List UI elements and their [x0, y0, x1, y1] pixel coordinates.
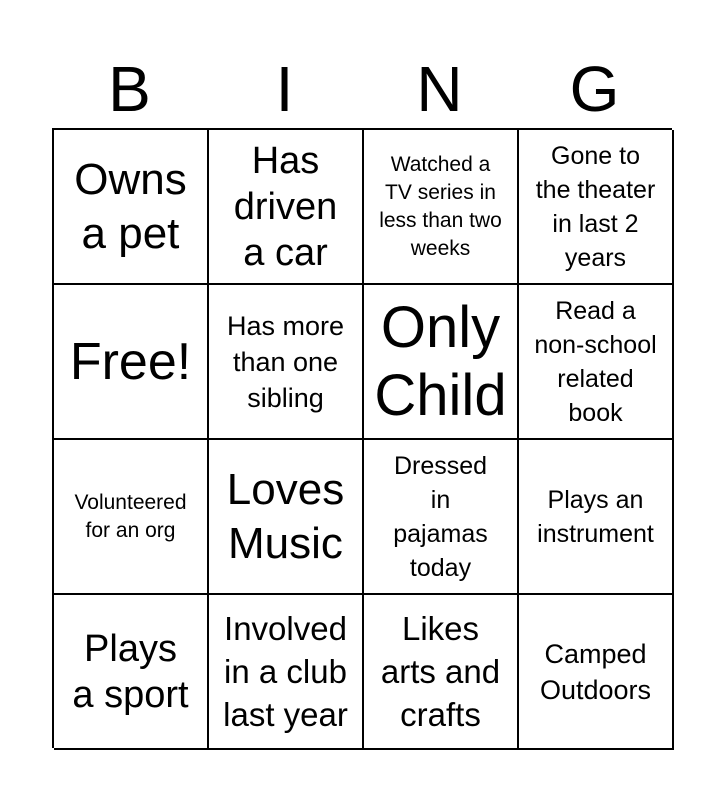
bingo-cell-r4c1[interactable]	[54, 595, 209, 750]
bingo-cell-text: Has driven a car	[233, 139, 338, 274]
bingo-cell-text: Has more than one sibling	[226, 310, 345, 413]
bingo-cell-r3c3[interactable]	[364, 440, 519, 595]
bingo-cell-r4c4[interactable]	[519, 595, 674, 750]
bingo-cell-text: Only Child	[374, 294, 507, 428]
bingo-cell-text: Camped Outdoors	[539, 638, 652, 705]
bingo-cell-text: Involved in a club last year	[223, 610, 348, 733]
bingo-cell-text: Owns a pet	[74, 154, 187, 258]
bingo-cell-r2c4[interactable]	[519, 285, 674, 440]
bingo-cell-r1c2[interactable]	[209, 130, 364, 285]
bingo-header	[52, 50, 672, 128]
bingo-cell-text: Gone to the theater in last 2 years	[535, 141, 656, 272]
bingo-cell-r2c3[interactable]	[364, 285, 519, 440]
bingo-cell-r1c4[interactable]	[519, 130, 674, 285]
bingo-cell-text: Dressed in pajamas today	[393, 451, 488, 582]
bingo-cell-text: Free!	[69, 332, 192, 391]
bingo-cell-text: Read a non-school related book	[534, 296, 657, 427]
bingo-cell-r3c4[interactable]	[519, 440, 674, 595]
header-letter-n: N	[416, 53, 463, 125]
header-letter-g: G	[569, 53, 620, 125]
bingo-grid	[52, 128, 672, 748]
bingo-cell-text: Likes arts and crafts	[380, 610, 501, 733]
bingo-cell-r3c2[interactable]	[209, 440, 364, 595]
bingo-cell-text: Loves Music	[226, 464, 345, 568]
bingo-cell-r1c3[interactable]	[364, 130, 519, 285]
bingo-cell-text: Plays a sport	[72, 627, 189, 716]
header-letter-i: I	[275, 53, 294, 125]
bingo-cell-r2c2[interactable]	[209, 285, 364, 440]
bingo-cell-r4c2[interactable]	[209, 595, 364, 750]
bingo-cell-text: Volunteered for an org	[74, 490, 187, 542]
bingo-cell-text: Watched a TV series in less than two weeks	[379, 152, 502, 260]
header-letter-b: B	[108, 53, 151, 125]
bingo-cell-free[interactable]	[54, 285, 209, 440]
bingo-cell-r3c1[interactable]	[54, 440, 209, 595]
bingo-cell-r1c1[interactable]	[54, 130, 209, 285]
bingo-cell-text: Plays an instrument	[537, 485, 654, 548]
bingo-cell-r4c3[interactable]	[364, 595, 519, 750]
